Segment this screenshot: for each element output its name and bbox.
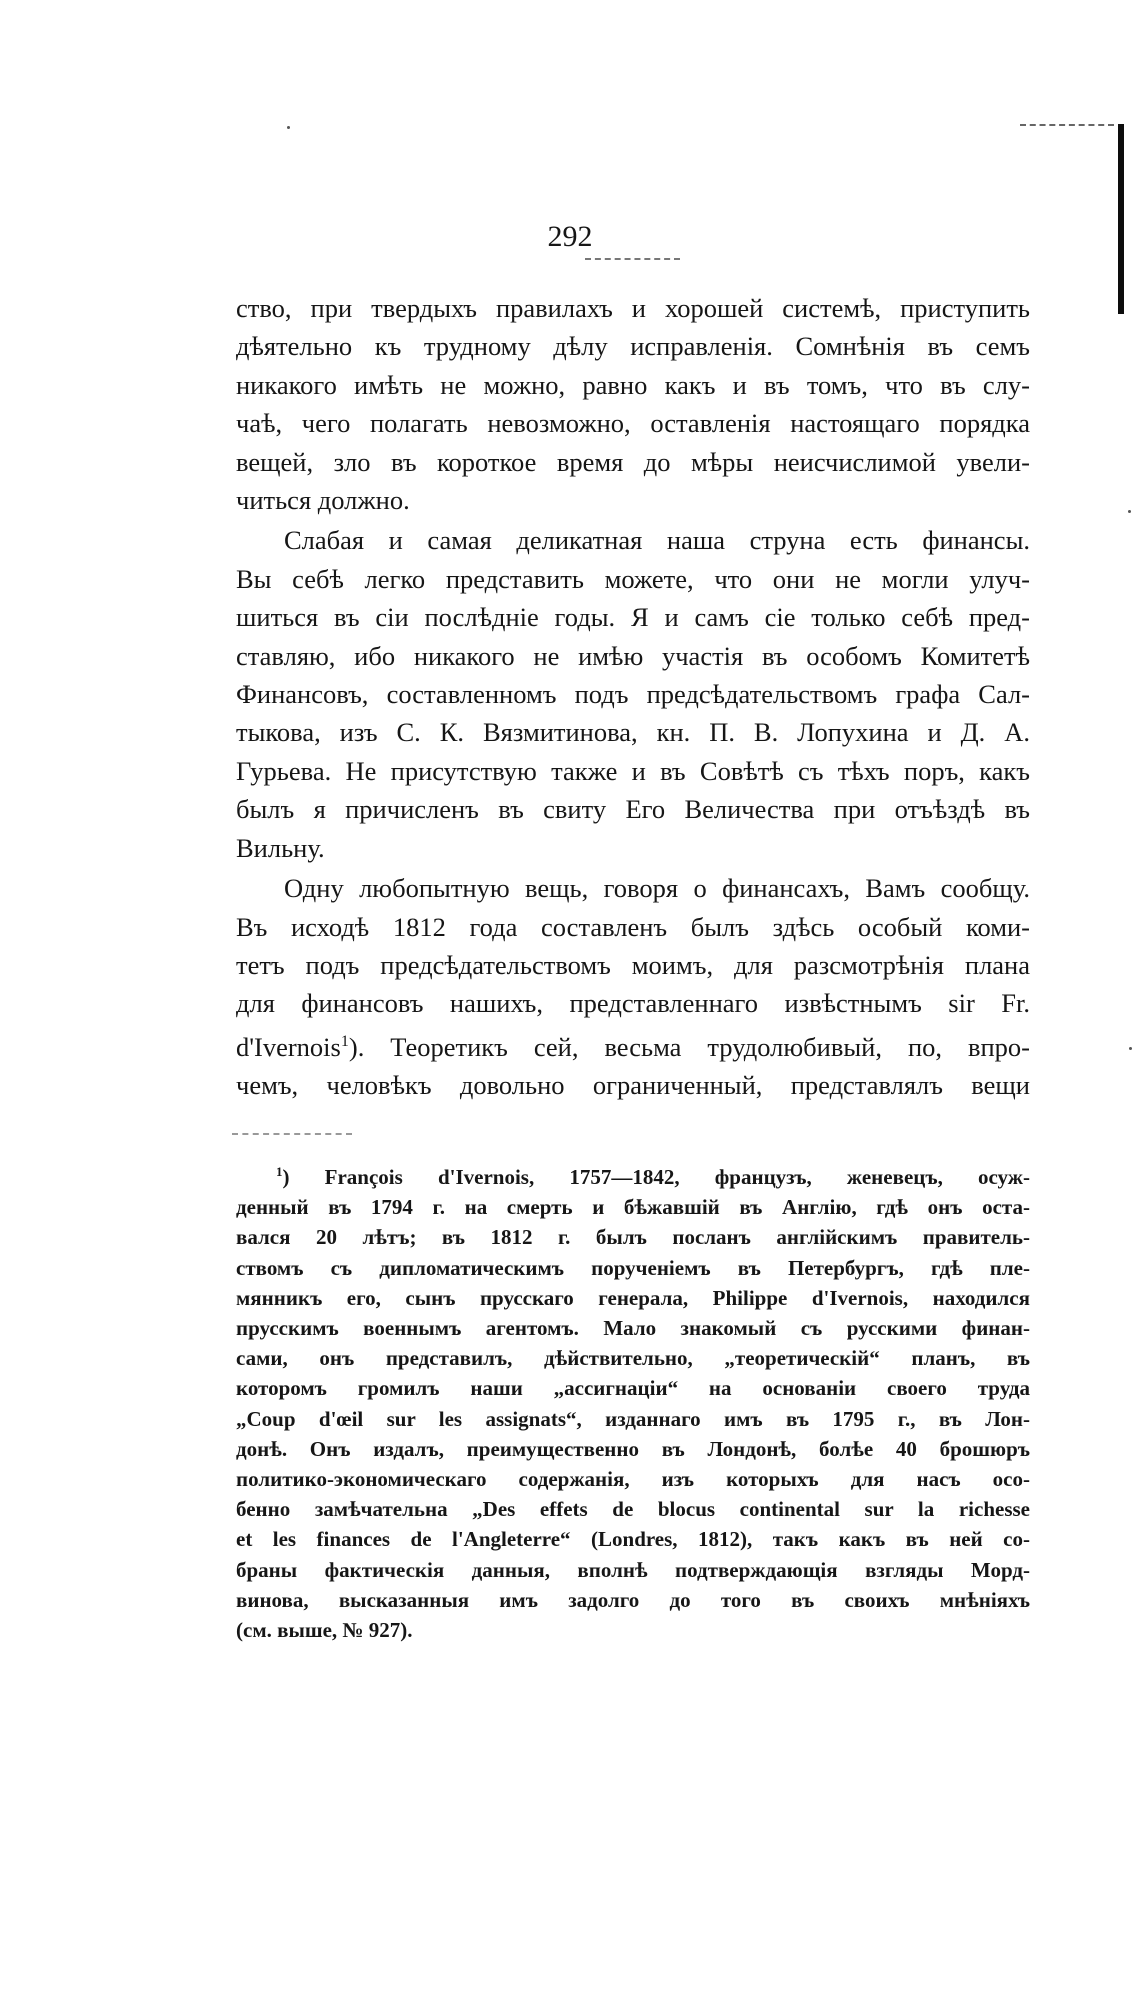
footnote-separator <box>232 1133 352 1135</box>
footnote-line: бенно замѣчательна „Des effets de blocus continental sur la richesse <box>236 1497 1030 1522</box>
text-line: Вы себѣ легко представить можете, что они не могли улуч- <box>236 563 1030 594</box>
text-line: для финансовъ нашихъ, представленнаго извѣстнымъ sir Fr. <box>236 988 1030 1019</box>
footnote-line: ствомъ съ дипломатическимъ порученіемъ въ Петербургъ, гдѣ пле- <box>236 1255 1030 1280</box>
footnote-line: сами, онъ представилъ, дѣйствительно, „теоретическій“ планъ, въ <box>236 1346 1030 1371</box>
footnote-line: винова, высказанныя имъ задолго до того въ своихъ мнѣніяхъ <box>236 1587 1030 1612</box>
footnote-line: прусскимъ военнымъ агентомъ. Мало знакомый съ русскими финан- <box>236 1316 1030 1341</box>
text-line-with-footnote-ref <box>236 1023 1030 1066</box>
text-line: ство, при твердыхъ правилахъ и хорошей системѣ, приступить <box>236 293 1030 323</box>
footnote-line: денный въ 1794 г. на смерть и бѣжавшій въ Англію, гдѣ онъ оста- <box>236 1195 1030 1220</box>
text-line: тетъ подъ предсѣдательствомъ моимъ, для разсмотрѣнія плана <box>236 949 1030 980</box>
page-number: 292 <box>547 220 593 253</box>
footnote <box>236 1157 1030 1645</box>
footnote-line: политико-экономическаго содержанія, изъ которыхъ для насъ осо- <box>236 1467 1030 1492</box>
text-line: Финансовъ, составленномъ подъ предсѣдательствомъ графа Сал- <box>236 679 1030 710</box>
scan-speck <box>287 126 290 129</box>
scan-speck <box>1128 510 1131 513</box>
scan-speck <box>1129 1047 1132 1050</box>
text-line: никакого имѣть не можно, равно какъ и въ томъ, что въ слу- <box>236 369 1030 400</box>
text-line: Слабая и самая деликатная наша струна есть финансы. <box>284 525 1030 556</box>
text-line: Въ исходѣ 1812 года составленъ былъ здѣсь особый коми- <box>236 911 1030 942</box>
text-line: былъ я причисленъ въ свиту Его Величества при отъѣздѣ въ <box>236 794 1030 825</box>
page-number-rule <box>585 258 680 260</box>
text-line: Вильну. <box>236 832 325 863</box>
text-line: вещей, зло въ короткое время до мѣры неисчислимой увели- <box>236 446 1030 477</box>
footnote-line: (см. выше, № 927). <box>236 1618 413 1643</box>
text-line: читься должно. <box>236 485 410 516</box>
footnote-line: которомъ громилъ наши „ассигнаціи“ на основаніи своего труда <box>236 1376 1030 1401</box>
footnote-line: донѣ. Онъ издалъ, преимущественно въ Лондонѣ, болѣе 40 брошюръ <box>236 1436 1030 1461</box>
text-line-rest: ). Теоретикъ сей, весьма трудолюбивый, по, впро- <box>348 1031 1030 1062</box>
main-text <box>236 289 1030 1104</box>
footnote-line-first <box>236 1157 1030 1192</box>
footnote-line: „Coup d'œil sur les assignats“, изданнаго имъ въ 1795 г., въ Лон- <box>236 1406 1030 1431</box>
text-line: чемъ, человѣкъ довольно ограниченный, представлялъ вещи <box>236 1069 1030 1100</box>
footnote-marker: 1 <box>276 1164 283 1179</box>
footnote-first-text: ) François d'Ivernois, 1757—1842, французъ, женевецъ, осуж- <box>282 1165 1030 1189</box>
page-edge-bar <box>1118 124 1124 314</box>
footnote-line: вался 20 лѣтъ; въ 1812 г. былъ посланъ англійскимъ правитель- <box>236 1225 1030 1250</box>
text-line: дѣятельно къ трудному дѣлу исправленія. Сомнѣнія въ семъ <box>236 331 1030 362</box>
text-line: тыкова, изъ С. К. Вязмитинова, кн. П. В. Лопухина и Д. А. <box>236 717 1030 748</box>
author-name: d'Ivernois <box>236 1031 341 1062</box>
footnote-line: мянникъ его, сынъ прусскаго генерала, Philippe d'Ivernois, находился <box>236 1285 1030 1310</box>
text-line: чаѣ, чего полагать невозможно, оставленія настоящаго порядка <box>236 408 1030 439</box>
text-line: шиться въ сіи послѣдніе годы. Я и самъ сіе только себѣ пред- <box>236 602 1030 633</box>
text-line: Одну любопытную вещь, говоря о финансахъ, Вамъ сообщу. <box>284 873 1030 904</box>
text-line: ставляю, ибо никакого не имѣю участія въ особомъ Комитетѣ <box>236 640 1030 671</box>
footnote-line: браны фактическія данныя, вполнѣ подтверждающія взгляды Морд- <box>236 1557 1030 1582</box>
edge-dash-mark <box>1020 124 1114 126</box>
text-line: Гурьева. Не присутствую также и въ Совѣтѣ съ тѣхъ поръ, какъ <box>236 755 1030 786</box>
footnote-ref-marker: 1 <box>340 1032 349 1050</box>
footnote-line: et les finances de l'Angleterre“ (Londres, 1812), такъ какъ въ ней со- <box>236 1527 1030 1552</box>
